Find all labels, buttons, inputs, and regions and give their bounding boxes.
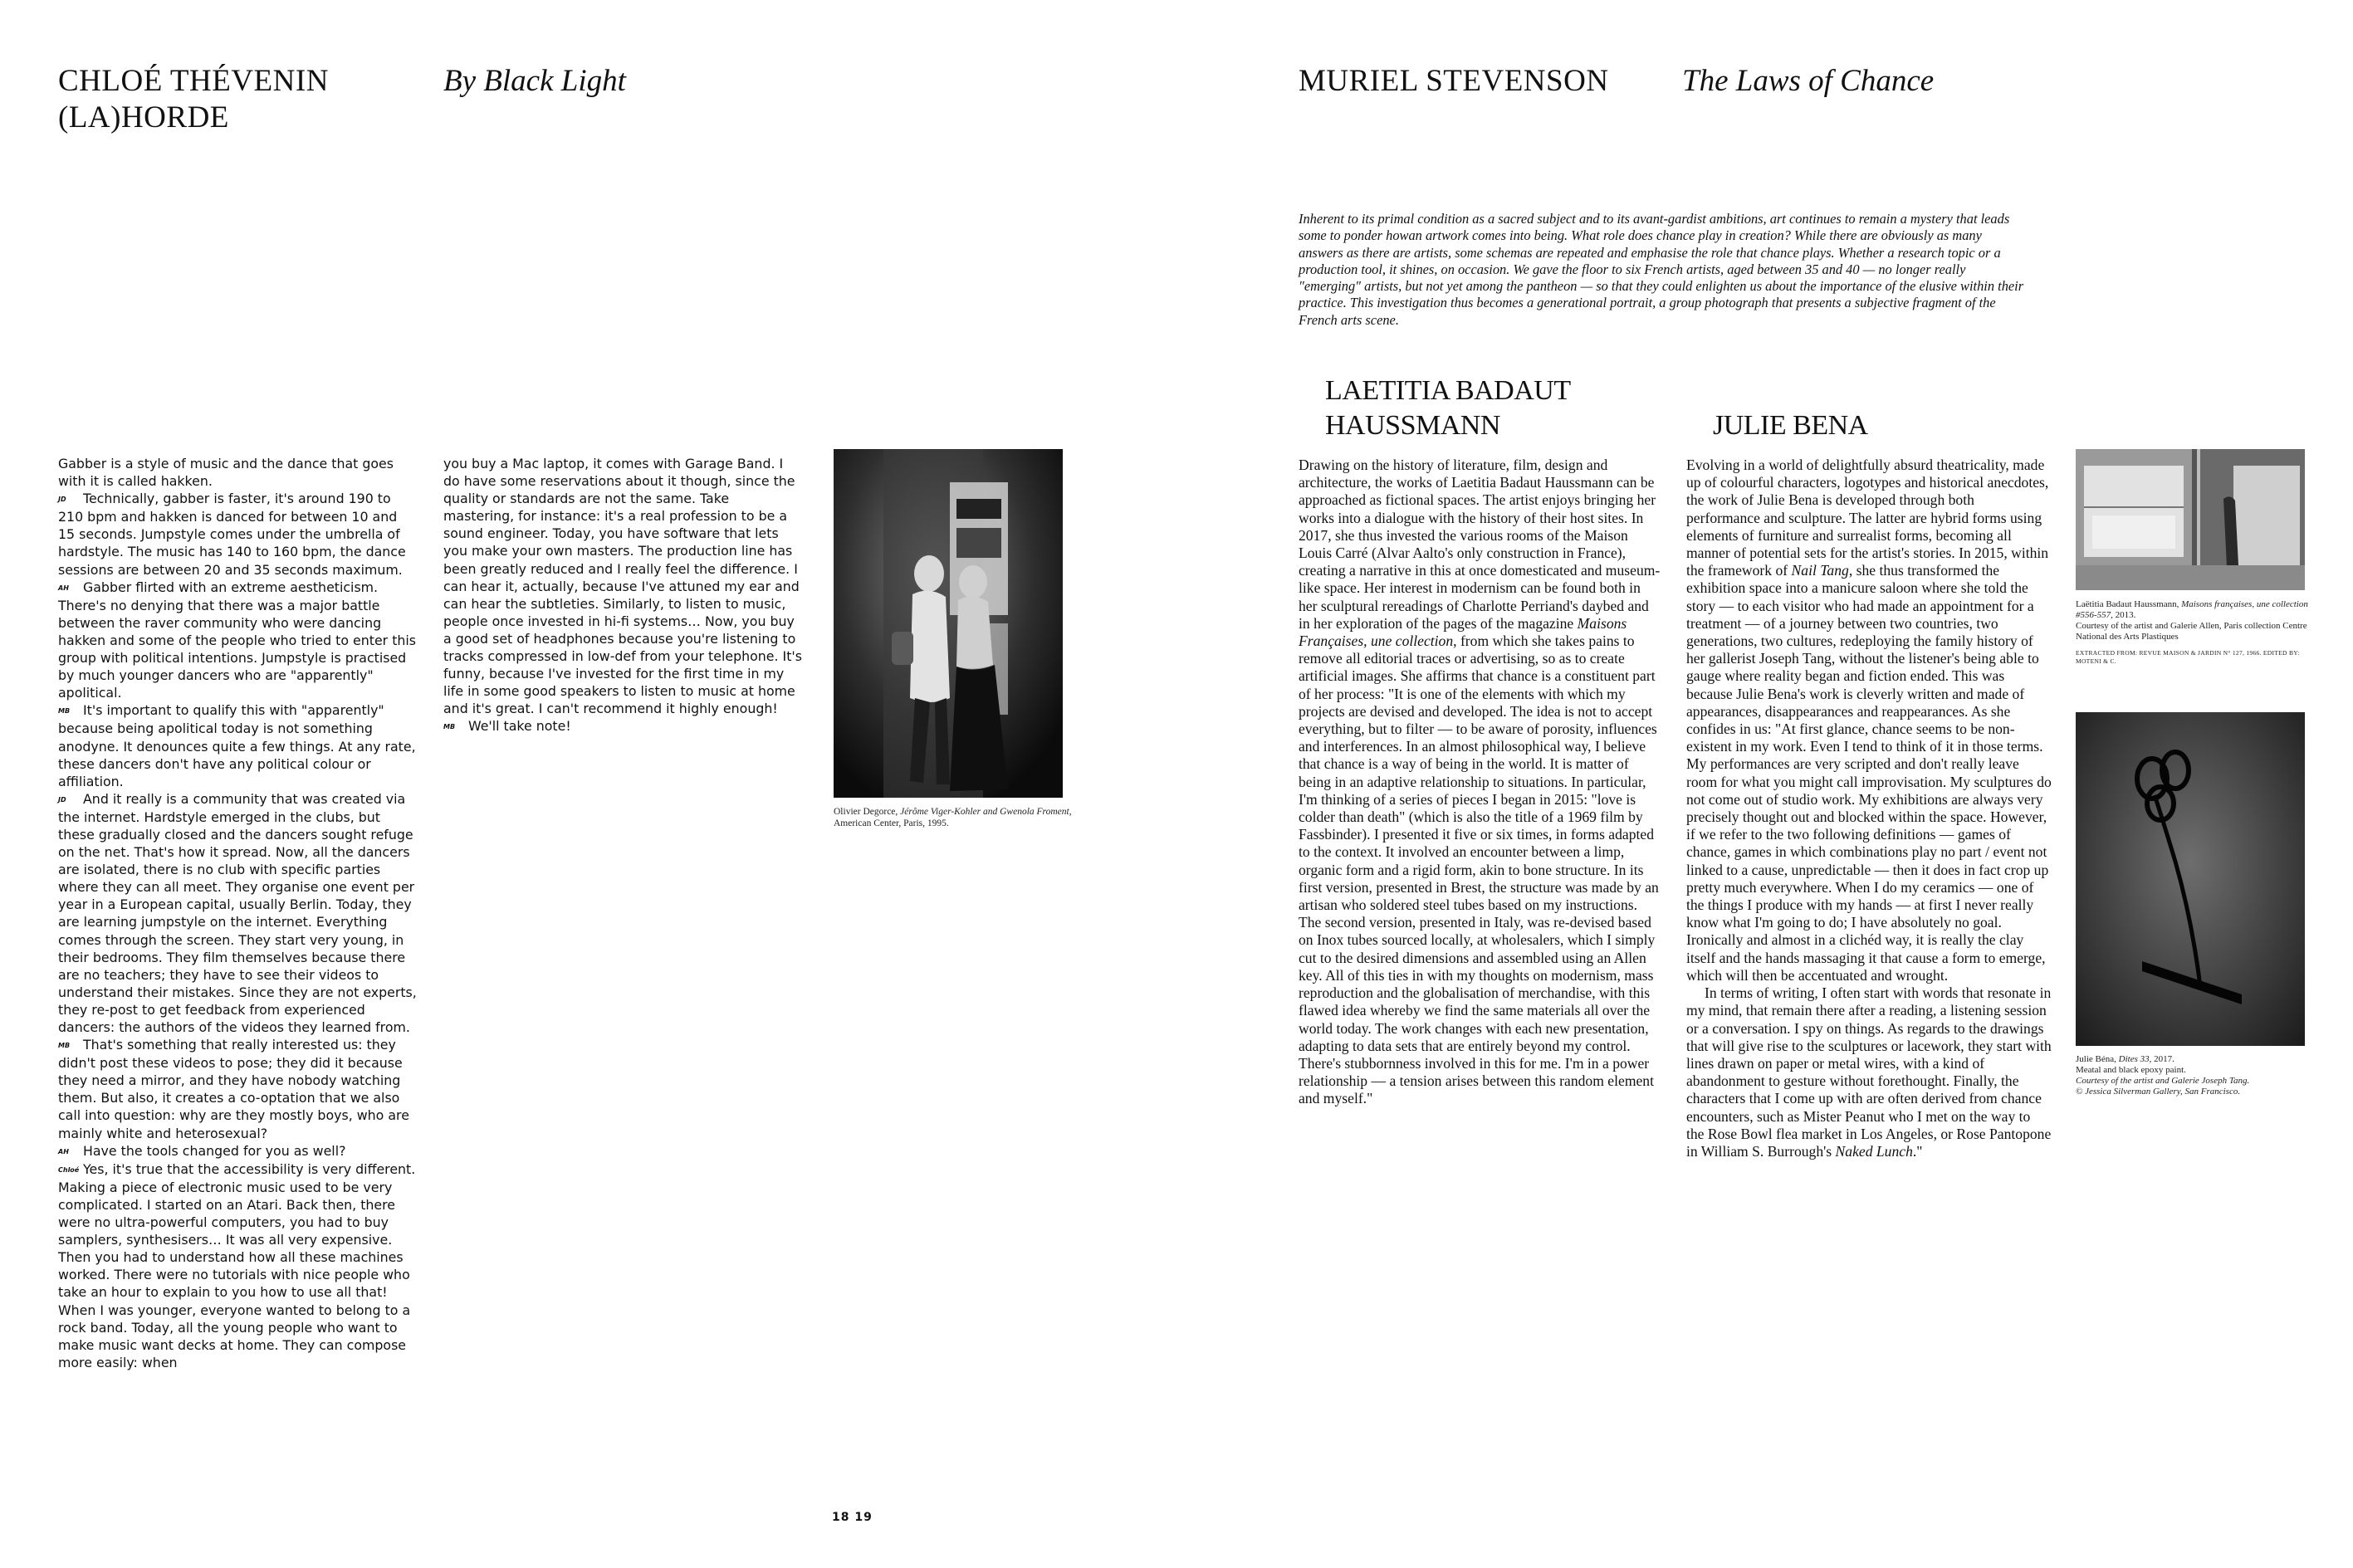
right-article-title: The Laws of Chance (1682, 64, 1935, 98)
photo-illustration (834, 449, 1063, 798)
interior-caption-line2: Courtesy of the artist and Galerie Allen, Paris collection Centre National des Arts Plastiques (2076, 621, 2307, 642)
interview-paragraph (443, 717, 802, 735)
speaker-initials: AH (58, 584, 69, 592)
author-name-line2: (LA)HORDE (58, 100, 229, 134)
author-name-line1: CHLOÉ THÉVENIN (58, 64, 329, 98)
interview-text: Gabber flirted with an extreme aestheticism. There's no denying that there was a major battle between the raver community who were dancing hakken and some of the people who tried to enter this group with political intentions. Jumpstyle is practised by much younger dancers who are "apparently" apolitical. (58, 579, 417, 701)
right-author-name: MURIEL STEVENSON (1299, 64, 1609, 98)
interview-text: We'll take note! (468, 718, 571, 735)
artist-1-name-line1: LAETITIA BADAUT (1325, 375, 1571, 406)
photo-caption-work: Jérôme Viger-Kohler and Gwenola Froment (900, 807, 1069, 817)
interview-paragraph (58, 790, 417, 1036)
artist-2-text-c-end: ." (1912, 1142, 1923, 1160)
photo-caption (834, 806, 1083, 829)
artist-2-text-c: In terms of writing, I often start with words that resonate in my mind, that remain there after a reading, a listening session or a conversation. I spy on things. As regards to the drawings that will give rise to the sculptures or lacework, they start with lines drawn on paper or metal wires, with a kind of abandonment to gesture without forethought. Finally, the characters that I come up with are often derived from chance encounters, such as Mister Peanut who I met on the way to the Rose Bowl flea market in Los Angeles, or Rose Pantopone in William S. Burrough's (1686, 984, 2052, 1160)
artist-1-text-a: Drawing on the history of literature, film, design and architecture, the works of Laetitia Badaut Haussmann can be approached as fictional spaces. The artist enjoys bringing her works into a dialogue with the history of their host sites. In 2017, she thus invested the various rooms of the Maison Louis Carré (Alvar Aalto's only construction in France), creating a narrative in this at once domesticated and museum-like space. Her interest in modernism can be found both in her sculptural rereadings of Charlotte Perriand's daybed and in her exploration of the pages of the magazine (1299, 457, 1661, 632)
left-article-title: By Black Light (443, 64, 626, 98)
speaker-initials: JD (58, 795, 66, 804)
interview-text: It's important to qualify this with "apparently" because being apolitical today is not something anodyne. It denounces quite a few things. At any rate, these dancers don't have any political colour or affiliation. (58, 702, 416, 789)
artist-2-text-b: , she thus transformed the exhibition space into a manicure saloon where she told the story — to each visitor who had made an appointment for a treatment — of a journey between two countries, two generations, two cultures, redeploying the family history of her gallerist Joseph Tang, without the listener's being able to gauge where reality began and fiction ended. This was because Julie Bena's work is cleverly written and made of appearances, disappearances and reappearances. As she confides in us: "At first glance, chance seems to be non-existent in my work. Even I tend to think of it in those terms. My performances are very scripted and don't really leave room for what you might call improvisation. My sculptures do not come out of studio work. My exhibitions are always very precisely thought out and blocked within the space. However, if we refer to the two following definitions — games of chance, games in which combinations play no part / event not linked to a cause, unpredictable — then it does in fact crop up pretty much everywhere. When I do my ceramics — one of the things I produce with my hands — at first I never really know what I'm going to do; I have absolutely no goal. Ironically and almost in a clichéd way, it is really the clay itself and the hands massaging it that cause a form to emerge, which will then be accentuated and wrought. (1686, 562, 2052, 984)
interview-paragraph (58, 1036, 417, 1142)
interview-text: Have the tools changed for you as well? (83, 1142, 346, 1159)
interview-paragraph (58, 579, 417, 702)
interior-caption-line1-a: Laëtitia Badaut Haussmann, (2076, 599, 2182, 609)
artist-1-text (1299, 457, 1661, 1108)
interior-caption-line1-b: , 2013. (2111, 610, 2136, 620)
speaker-initials: MB (58, 1042, 71, 1050)
photo-caption-rest: , American Center, Paris, 1995. (834, 807, 1072, 828)
speaker-initials: Chloé (58, 1165, 80, 1174)
artist-2-text-a: Evolving in a world of delightfully absurd theatricality, made up of colourful characters, logotypes and historical anecdotes, the work of Julie Bena is developed through both performance and sculpture. The latter are hybrid forms using elements of furniture and surrealist forms, becoming all manner of potential sets for the artist's stories. In 2015, within the framework of (1686, 457, 2049, 579)
sculpture-photo (2076, 712, 2305, 1046)
sculpture-caption-work: Dites 33 (2118, 1054, 2150, 1064)
sculpture-caption-line3: Courtesy of the artist and Galerie Joseph Tang. (2076, 1076, 2250, 1086)
interior-photo (2076, 449, 2305, 590)
speaker-initials: MB (443, 723, 456, 731)
speaker-initials: JD (58, 496, 66, 504)
artist-2-name: JULIE BENA (1713, 410, 1868, 441)
article-intro: Inherent to its primal condition as a sacred subject and to its avant-gardist ambitions, art continues to remain a mystery that leads some to ponder howan artwork comes into being. What role does chance play in creation? While there are obviously as many answers as there are artists, some schemas are repeated and emphasise the role that chance plays. Whether a research topic or a production tool, it shines, on occasion. We gave the floor to six French artists, aged between 35 and 40 — no longer really "emerging" artists, but not yet among the pantheon — so that they could enlighten us about the importance of the elusive within their practice. This investigation thus becomes a generational portrait, a group photograph that presents a subjective fragment of the French arts scene. (1299, 211, 2024, 328)
interview-paragraph (58, 701, 417, 789)
sculpture-caption-line2: Meatal and black epoxy paint. (2076, 1065, 2186, 1075)
interview-column-1 (58, 455, 417, 1371)
artist-2-text (1686, 457, 2052, 1160)
archival-photo-dancers (834, 449, 1063, 798)
sculpture-caption-line1-a: Julie Béna, (2076, 1054, 2119, 1064)
sculpture-caption (2076, 1054, 2325, 1097)
interview-column-2 (443, 455, 802, 736)
interview-text: you buy a Mac laptop, it comes with Garage Band. I do have some reservations about it though, since the quality or standards are not the same. Take mastering, for instance: it's a real profession to be a sound engineer. Today, you have software that lets you make your own masters. The production line has been greatly reduced and I really feel the difference. I can hear it, actually, because I've attuned my ear and can hear the subtleties. Similarly, to listen to music, people once invested in hi-fi systems… Now, you buy a good set of headphones because you're listening to tracks compressed in low-def from your telephone. It's funny, because I've invested for the first time in my life in some good speakers to listen to music at home and it's great. I can't recommend it highly enough! (443, 456, 802, 717)
photo-caption-author: Olivier Degorce, (834, 807, 901, 817)
left-author-name (58, 63, 329, 136)
speaker-initials: MB (58, 707, 71, 716)
interior-illustration (2076, 449, 2305, 590)
interview-paragraph (443, 455, 802, 717)
page-numbers: 18 19 (832, 1511, 873, 1524)
sculpture-illustration (2076, 712, 2305, 1046)
artist-1-name (1325, 374, 1571, 443)
sculpture-caption-line1-b: , 2017. (2149, 1054, 2174, 1064)
artist-2-text-em: Nail Tang (1791, 562, 1849, 579)
artist-1-text-em: Maisons Françaises, une collection (1299, 614, 1627, 650)
interview-paragraph (58, 455, 417, 490)
artist-1-text-b: , from which she takes pains to remove all editorial traces or advertising, so as to create artificial images. She affirms that chance is a constituent part of her process: "It is one of the elements with which my projects are devised and developed. The idea is not to accept everything, but to filter — to be aware of porosity, influences and interferences. In an almost philosophical way, I believe that chance is a way of being in the world. It is matter of being in an adaptive relationship to situations. In particular, I'm thinking of a series of pieces I began in 2015: "love is colder than death" (which is also the title of a 1969 film by Fassbinder). I presented it five or six times, in forms adapted to the context. It involved an encounter between a limp, organic form and a rigid form, akin to bone structure. In its first version, presented in Brest, the structure was made by an artisan who soldered steel tubes based on my instructions. The second version, presented in Italy, was re-devised based on Inox tubes sourced locally, at wholesalers, which I simply cut to the desired dimensions and assembled using an Allen key. All of this ties in with my thoughts on modernism, mass reproduction and the globalisation of merchandise, with this flawed idea whereby we find the same materials all over the world today. The work changes with each new presentation, adapting to data sets that are entirely beyond my control. There's stubbornness involved in this for me. I'm in a power relationship — a tension arises between this random element and myself." (1299, 633, 1659, 1107)
interview-paragraph (58, 1160, 417, 1371)
sculpture-caption-line4: © Jessica Silverman Gallery, San Francisco. (2076, 1087, 2241, 1097)
interview-paragraph (58, 1142, 417, 1160)
interview-text: Yes, it's true that the accessibility is very different. Making a piece of electronic music used to be very complicated. I started on an Atari. Back then, there were no ultra-powerful computers, you had to buy samplers, synthesisers… It was all very expensive. Then you had to understand how all these machines worked. There were no tutorials with nice people who take an hour to explain to you how to use all that! When I was younger, everyone wanted to belong to a rock band. Today, all the young people who want to make music want decks at home. They can compose more easily: when (58, 1160, 416, 1370)
interview-text: Gabber is a style of music and the dance that goes with it is called hakken. (58, 456, 394, 490)
interior-caption (2076, 599, 2325, 666)
interview-paragraph (58, 490, 417, 578)
interview-text: And it really is a community that was created via the internet. Hardstyle emerged in the clubs, but these gradually closed and the dancers sought refuge on the net. That's how it spread. Now, all the dancers are isolated, there is no club with specific parties where they can all meet. They organise one event per year in a European capital, usually Berlin. Today, they are learning jumpstyle on the internet. Everything comes through the screen. They start very young, in their bedrooms. They film themselves because there are no teachers; they have to see their videos to understand their mistakes. Since they are not experts, they re-post to get feedback from experienced dancers: the authors of the videos they learned from. (58, 790, 417, 1035)
interview-text: Technically, gabber is faster, it's around 190 to 210 bpm and hakken is danced for between 10 and 15 seconds. Jumpstyle comes under the umbrella of hardstyle. The music has 140 to 160 bpm, the dance sessions are between 20 and 35 seconds maximum. (58, 491, 406, 578)
interior-caption-work: Maisons françaises, une collection #556-557 (2076, 599, 2308, 620)
speaker-initials: AH (58, 1147, 69, 1155)
artist-2-text-c-em: Naked Lunch (1835, 1142, 1913, 1160)
interior-caption-line3: EXTRACTED FROM: REVUE MAISON & JARDIN N° 127, 1966. EDITED BY: MOTENI & C. (2076, 649, 2300, 665)
interview-text: That's something that really interested us: they didn't post these videos to pose; they did it because they need a mirror, and they have nobody watching them. But also, it creates a co-optation that we also call into question: why are they mostly boys, who are mainly white and heterosexual? (58, 1037, 409, 1141)
artist-1-name-line2: HAUSSMANN (1325, 410, 1500, 441)
